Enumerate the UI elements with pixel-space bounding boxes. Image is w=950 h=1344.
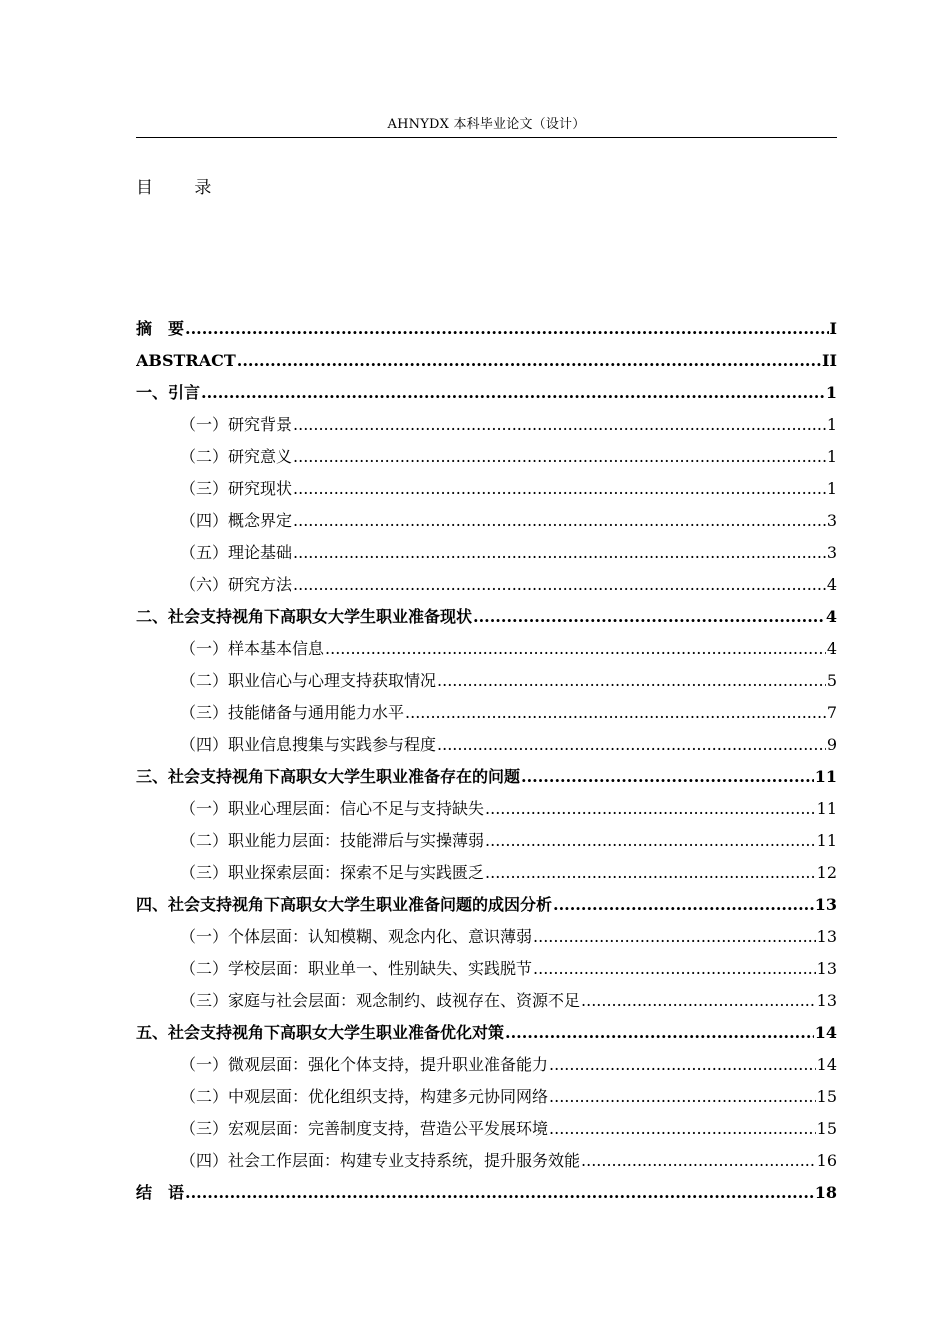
toc-entry-label: 五、社会支持视角下高职女大学生职业准备优化对策 — [136, 1023, 505, 1042]
toc-entry-page-number: 5 — [826, 671, 837, 690]
toc-dot-leader — [485, 857, 816, 889]
toc-entry[interactable] — [136, 1049, 837, 1081]
toc-entry[interactable] — [136, 441, 837, 473]
toc-entry-label: （二）中观层面：优化组织支持，构建多元协同网络 — [180, 1087, 549, 1106]
toc-entry-label: （二）学校层面：职业单一、性别缺失、实践脱节 — [180, 959, 533, 978]
toc-dot-leader — [293, 569, 826, 601]
toc-dot-leader — [293, 505, 826, 537]
toc-entry-label: 二、社会支持视角下高职女大学生职业准备现状 — [136, 607, 473, 626]
toc-entry-label: （一）个体层面：认知模糊、观念内化、意识薄弱 — [180, 927, 533, 946]
toc-entry-page-number: 15 — [816, 1119, 837, 1138]
toc-dot-leader — [293, 537, 826, 569]
toc-entry-page-number: 13 — [814, 895, 837, 914]
toc-dot-leader — [293, 473, 826, 505]
toc-entry-page-number: 4 — [825, 607, 837, 626]
toc-entry-label: （三）技能储备与通用能力水平 — [180, 703, 405, 722]
toc-entry-label: 摘 要 — [136, 319, 185, 338]
toc-entry-label: （三）职业探索层面：探索不足与实践匮乏 — [180, 863, 485, 882]
toc-dot-leader — [405, 697, 826, 729]
toc-dot-leader — [553, 889, 814, 921]
toc-entry[interactable] — [136, 889, 837, 921]
toc-entry-page-number: I — [829, 319, 837, 338]
toc-entry[interactable] — [136, 761, 837, 793]
toc-entry-page-number: 3 — [826, 543, 837, 562]
toc-entry-label: （四）社会工作层面：构建专业支持系统，提升服务效能 — [180, 1151, 581, 1170]
toc-entry-label: 结 语 — [136, 1183, 185, 1202]
toc-entry-page-number: 13 — [816, 959, 837, 978]
toc-entry[interactable] — [136, 665, 837, 697]
toc-dot-leader — [485, 793, 816, 825]
toc-entry-label: 三、社会支持视角下高职女大学生职业准备存在的问题 — [136, 767, 521, 786]
toc-dot-leader — [293, 409, 826, 441]
toc-entry[interactable] — [136, 345, 837, 377]
toc-entry-page-number: 14 — [814, 1023, 837, 1042]
toc-entry-page-number: 9 — [826, 735, 837, 754]
toc-entry-page-number: 1 — [826, 415, 837, 434]
toc-entry-label: 一、引言 — [136, 383, 201, 402]
toc-entry-label: （二）职业能力层面：技能滞后与实操薄弱 — [180, 831, 485, 850]
toc-entry-label: （五）理论基础 — [180, 543, 293, 562]
toc-entry-page-number: 1 — [826, 479, 837, 498]
toc-entry-label: ABSTRACT — [136, 351, 236, 370]
toc-entry-page-number: 14 — [816, 1055, 837, 1074]
toc-entry[interactable] — [136, 1177, 837, 1209]
table-of-contents — [136, 313, 837, 1209]
toc-dot-leader — [293, 441, 826, 473]
toc-dot-leader — [505, 1017, 814, 1049]
toc-title: 目 录 — [136, 178, 230, 198]
toc-dot-leader — [237, 345, 821, 377]
toc-entry[interactable] — [136, 505, 837, 537]
toc-entry[interactable] — [136, 409, 837, 441]
toc-dot-leader — [581, 985, 816, 1017]
toc-entry[interactable] — [136, 985, 837, 1017]
toc-entry-label: （一）职业心理层面：信心不足与支持缺失 — [180, 799, 485, 818]
toc-dot-leader — [185, 313, 829, 345]
header-rule — [136, 137, 837, 138]
toc-entry[interactable] — [136, 729, 837, 761]
toc-entry[interactable] — [136, 921, 837, 953]
toc-entry-page-number: 11 — [816, 831, 837, 850]
toc-entry-label: （二）职业信心与心理支持获取情况 — [180, 671, 437, 690]
toc-entry[interactable] — [136, 1113, 837, 1145]
toc-entry-page-number: 13 — [816, 991, 837, 1010]
toc-entry[interactable] — [136, 857, 837, 889]
page-header: AHNYDX 本科毕业论文（设计） — [387, 117, 586, 132]
toc-dot-leader — [325, 633, 826, 665]
toc-entry-page-number: 3 — [826, 511, 837, 530]
toc-entry-page-number: 13 — [816, 927, 837, 946]
toc-entry-page-number: 1 — [825, 383, 837, 402]
toc-entry-page-number: 1 — [826, 447, 837, 466]
toc-entry-page-number: 16 — [816, 1151, 837, 1170]
toc-entry-page-number: 11 — [814, 767, 837, 786]
toc-entry[interactable] — [136, 793, 837, 825]
toc-entry[interactable] — [136, 953, 837, 985]
toc-dot-leader — [549, 1049, 816, 1081]
toc-entry-page-number: II — [822, 351, 837, 370]
toc-entry-page-number: 7 — [826, 703, 837, 722]
toc-entry-page-number: 4 — [826, 575, 837, 594]
toc-dot-leader — [185, 1177, 814, 1209]
toc-entry[interactable] — [136, 1081, 837, 1113]
toc-entry[interactable] — [136, 569, 837, 601]
toc-entry-page-number: 12 — [816, 863, 837, 882]
toc-entry-label: （四）职业信息搜集与实践参与程度 — [180, 735, 437, 754]
toc-dot-leader — [437, 665, 826, 697]
toc-entry[interactable] — [136, 377, 837, 409]
toc-dot-leader — [473, 601, 825, 633]
toc-entry-label: （六）研究方法 — [180, 575, 293, 594]
toc-entry-label: （一）微观层面：强化个体支持，提升职业准备能力 — [180, 1055, 549, 1074]
toc-entry-page-number: 15 — [816, 1087, 837, 1106]
toc-entry[interactable] — [136, 1145, 837, 1177]
toc-dot-leader — [533, 953, 816, 985]
toc-entry[interactable] — [136, 697, 837, 729]
toc-entry-label: （四）概念界定 — [180, 511, 293, 530]
toc-dot-leader — [521, 761, 814, 793]
toc-entry[interactable] — [136, 633, 837, 665]
toc-entry-page-number: 18 — [814, 1183, 837, 1202]
toc-entry-label: （三）研究现状 — [180, 479, 293, 498]
toc-dot-leader — [549, 1081, 816, 1113]
toc-entry-page-number: 11 — [816, 799, 837, 818]
toc-dot-leader — [549, 1113, 816, 1145]
toc-dot-leader — [201, 377, 825, 409]
toc-dot-leader — [581, 1145, 816, 1177]
toc-entry-label: （二）研究意义 — [180, 447, 293, 466]
toc-entry-label: （三）家庭与社会层面：观念制约、歧视存在、资源不足 — [180, 991, 581, 1010]
toc-entry[interactable] — [136, 1017, 837, 1049]
toc-entry[interactable] — [136, 825, 837, 857]
toc-entry[interactable] — [136, 473, 837, 505]
toc-entry-label: （三）宏观层面：完善制度支持，营造公平发展环境 — [180, 1119, 549, 1138]
toc-dot-leader — [437, 729, 826, 761]
toc-dot-leader — [533, 921, 816, 953]
toc-entry-label: （一）研究背景 — [180, 415, 293, 434]
toc-entry[interactable] — [136, 537, 837, 569]
toc-entry[interactable] — [136, 313, 837, 345]
toc-entry-label: 四、社会支持视角下高职女大学生职业准备问题的成因分析 — [136, 895, 553, 914]
toc-entry[interactable] — [136, 601, 837, 633]
toc-entry-page-number: 4 — [826, 639, 837, 658]
toc-dot-leader — [485, 825, 816, 857]
toc-entry-label: （一）样本基本信息 — [180, 639, 325, 658]
